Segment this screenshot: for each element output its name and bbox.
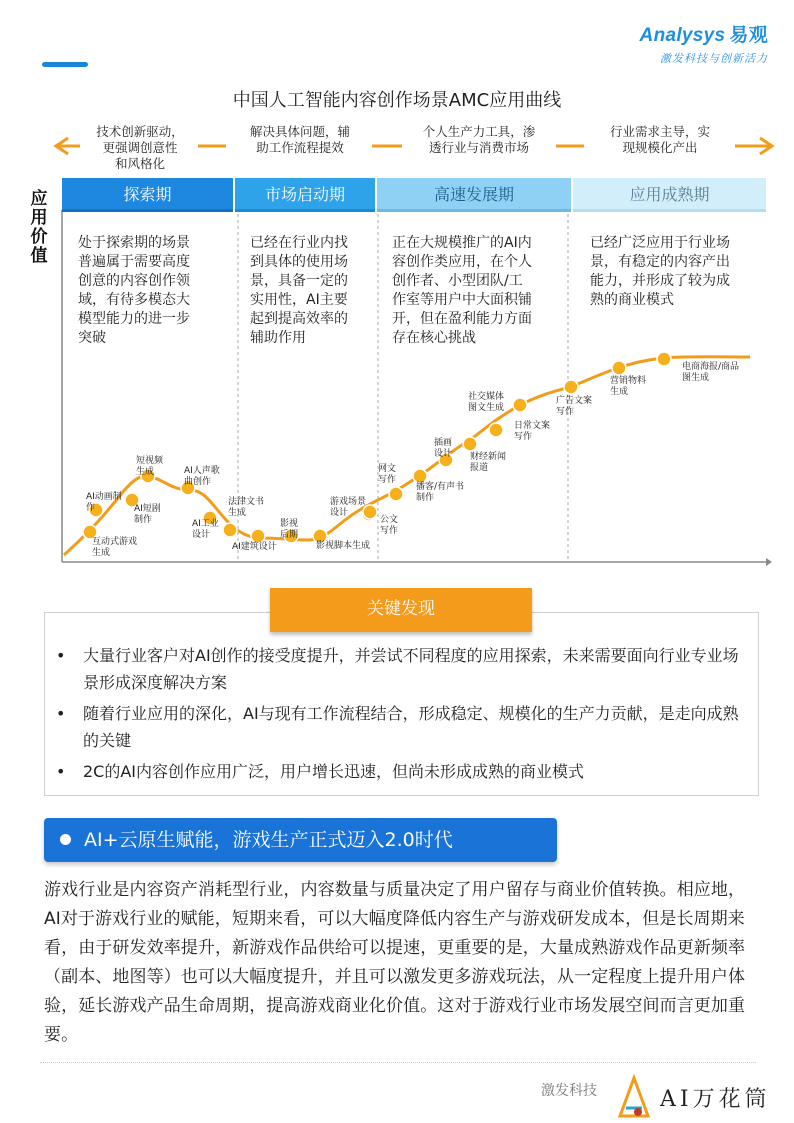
stage-desc-3: 个人生产力工具，渗 透行业与消费市场: [422, 124, 536, 155]
curve-point: [489, 423, 503, 437]
phase-2-text: 已经在行业内找 到具体的使用场 景，具备一定的 实用性，AI主要 起到提高效率的 辅助作用: [250, 235, 348, 346]
footer-divider: [40, 1062, 756, 1063]
phase-market-launch: 市场启动期: [235, 178, 375, 212]
curve-point-label: AI建筑设计: [232, 542, 277, 552]
curve-point: [223, 523, 237, 537]
curve-point-label: 互动式游戏 生成: [92, 537, 138, 558]
curve-point-label: 插画 设计: [434, 438, 453, 459]
curve-point-label: AI人声歌 曲创作: [184, 466, 220, 487]
curve-point-label: 财经新闻 报道: [470, 452, 507, 473]
curve-point-label: AI工业 设计: [192, 519, 219, 540]
curve-point-label: 游戏场景 设计: [330, 497, 367, 518]
curve-point-label: 法律文书 生成: [228, 497, 265, 518]
curve-point: [463, 437, 477, 451]
finding-item: • 大量行业客户对AI创作的接受度提升，并尝试不同程度的应用探索，未来需要面向行业专业场景形成深度解决方案: [56, 642, 746, 696]
curve-point: [612, 361, 626, 375]
x-axis-arrow-icon: [766, 558, 772, 566]
curve-point-label: 日常文案 写作: [514, 421, 551, 442]
finding-item: • 随着行业应用的深化，AI与现有工作流程结合，形成稳定、规模化的生产力贡献，是走向成熟的关键: [56, 700, 746, 754]
phase-exploration: 探索期: [62, 178, 233, 212]
findings-list: [56, 642, 746, 789]
body-paragraph: 游戏行业是内容资产消耗型行业，内容数量与质量决定了用户留存与商业价值转换。相应地，AI对于游戏行业的赋能，短期来看，可以大幅度降低内容生产与游戏研发成本，但是长周期来看，由于研发效率提升，新游戏作品供给可以提速，更重要的是，大量成熟游戏作品更新频率（副本、地图等）也可以大幅度提升，并且可以激发更多游戏玩法，从一定程度上提升用户体验，延长游戏产品生命周期，提高游戏商业化价值。这对于游戏行业市场发展空间而言更加重要。: [44, 880, 746, 1045]
finding-item: • 2C的AI内容创作应用广泛，用户增长迅速，但尚未形成成熟的商业模式: [56, 758, 746, 785]
phase-rapid-growth: 高速发展期: [377, 178, 571, 212]
y-axis-title: 应用价值: [30, 189, 48, 266]
phase-1-text: 处于探索期的场景 普遍属于需要高度 创意的内容创作领 域，有待多模态大 模型能力的进一步 突破: [78, 235, 190, 346]
curve-point-label: 社交媒体 图文生成: [468, 392, 505, 413]
brand-slogan: 激发科技与创新活力: [660, 52, 768, 65]
stage-desc-2: 解决具体问题，辅 助工作流程提效: [249, 124, 350, 155]
curve-point-label: 短视频 生成: [136, 456, 164, 477]
phase-3-text: 正在大规模推广的AI内 容创作类应用，在个人 创作者、小型团队/工 作室等用户中大面积铺 开，但在盈利能力方面 存在核心挑战: [392, 235, 532, 346]
curve-point: [564, 380, 578, 394]
curve-point: [389, 487, 403, 501]
brand-logo: Analysys 易观: [639, 25, 768, 46]
section-header: [44, 818, 557, 862]
curve-point: [251, 529, 265, 543]
bullet-dot-icon: [60, 834, 71, 845]
stage-desc-4: 行业需求主导，实 现规模化产出: [609, 124, 710, 155]
amc-curve: [64, 357, 750, 555]
curve-point-label: 广告文案 写作: [556, 396, 593, 417]
curve-point-label: AI短剧 制作: [134, 504, 161, 525]
curve-point-label: 影视脚本生成: [316, 541, 371, 551]
curve-point-label: 播客/有声书 制作: [416, 482, 465, 503]
curve-point-label: 公文 写作: [380, 515, 399, 536]
curve-point-label: 影视 后期: [280, 519, 299, 540]
phase-mature: 应用成熟期: [573, 178, 766, 212]
stage-desc-1: 技术创新驱动， 更强调创意性 和风格化: [96, 124, 184, 171]
section-header-text: AI+云原生赋能，游戏生产正式迈入2.0时代: [84, 829, 453, 851]
page-title: 中国人工智能内容创作场景AMC应用曲线: [232, 90, 562, 111]
curve-point: [513, 398, 527, 412]
curve-point-label: 电商海报/商品 图生成: [682, 362, 740, 383]
footer-text: 激发科技: [541, 1083, 597, 1099]
curve-point-label: 网文 写作: [378, 464, 397, 485]
watermark-text: AI万花筒: [660, 1087, 771, 1112]
curve-point-label: AI动画制 作: [86, 492, 122, 513]
curve-point: [657, 352, 671, 366]
curve-point: [413, 469, 427, 483]
phase-4-text: 已经广泛应用于行业场 景，有稳定的内容产出 能力，并形成了较为成 熟的商业模式: [590, 235, 730, 308]
curve-point-label: 营销物料 生成: [610, 376, 647, 397]
findings-title: 关键发现: [270, 588, 532, 632]
